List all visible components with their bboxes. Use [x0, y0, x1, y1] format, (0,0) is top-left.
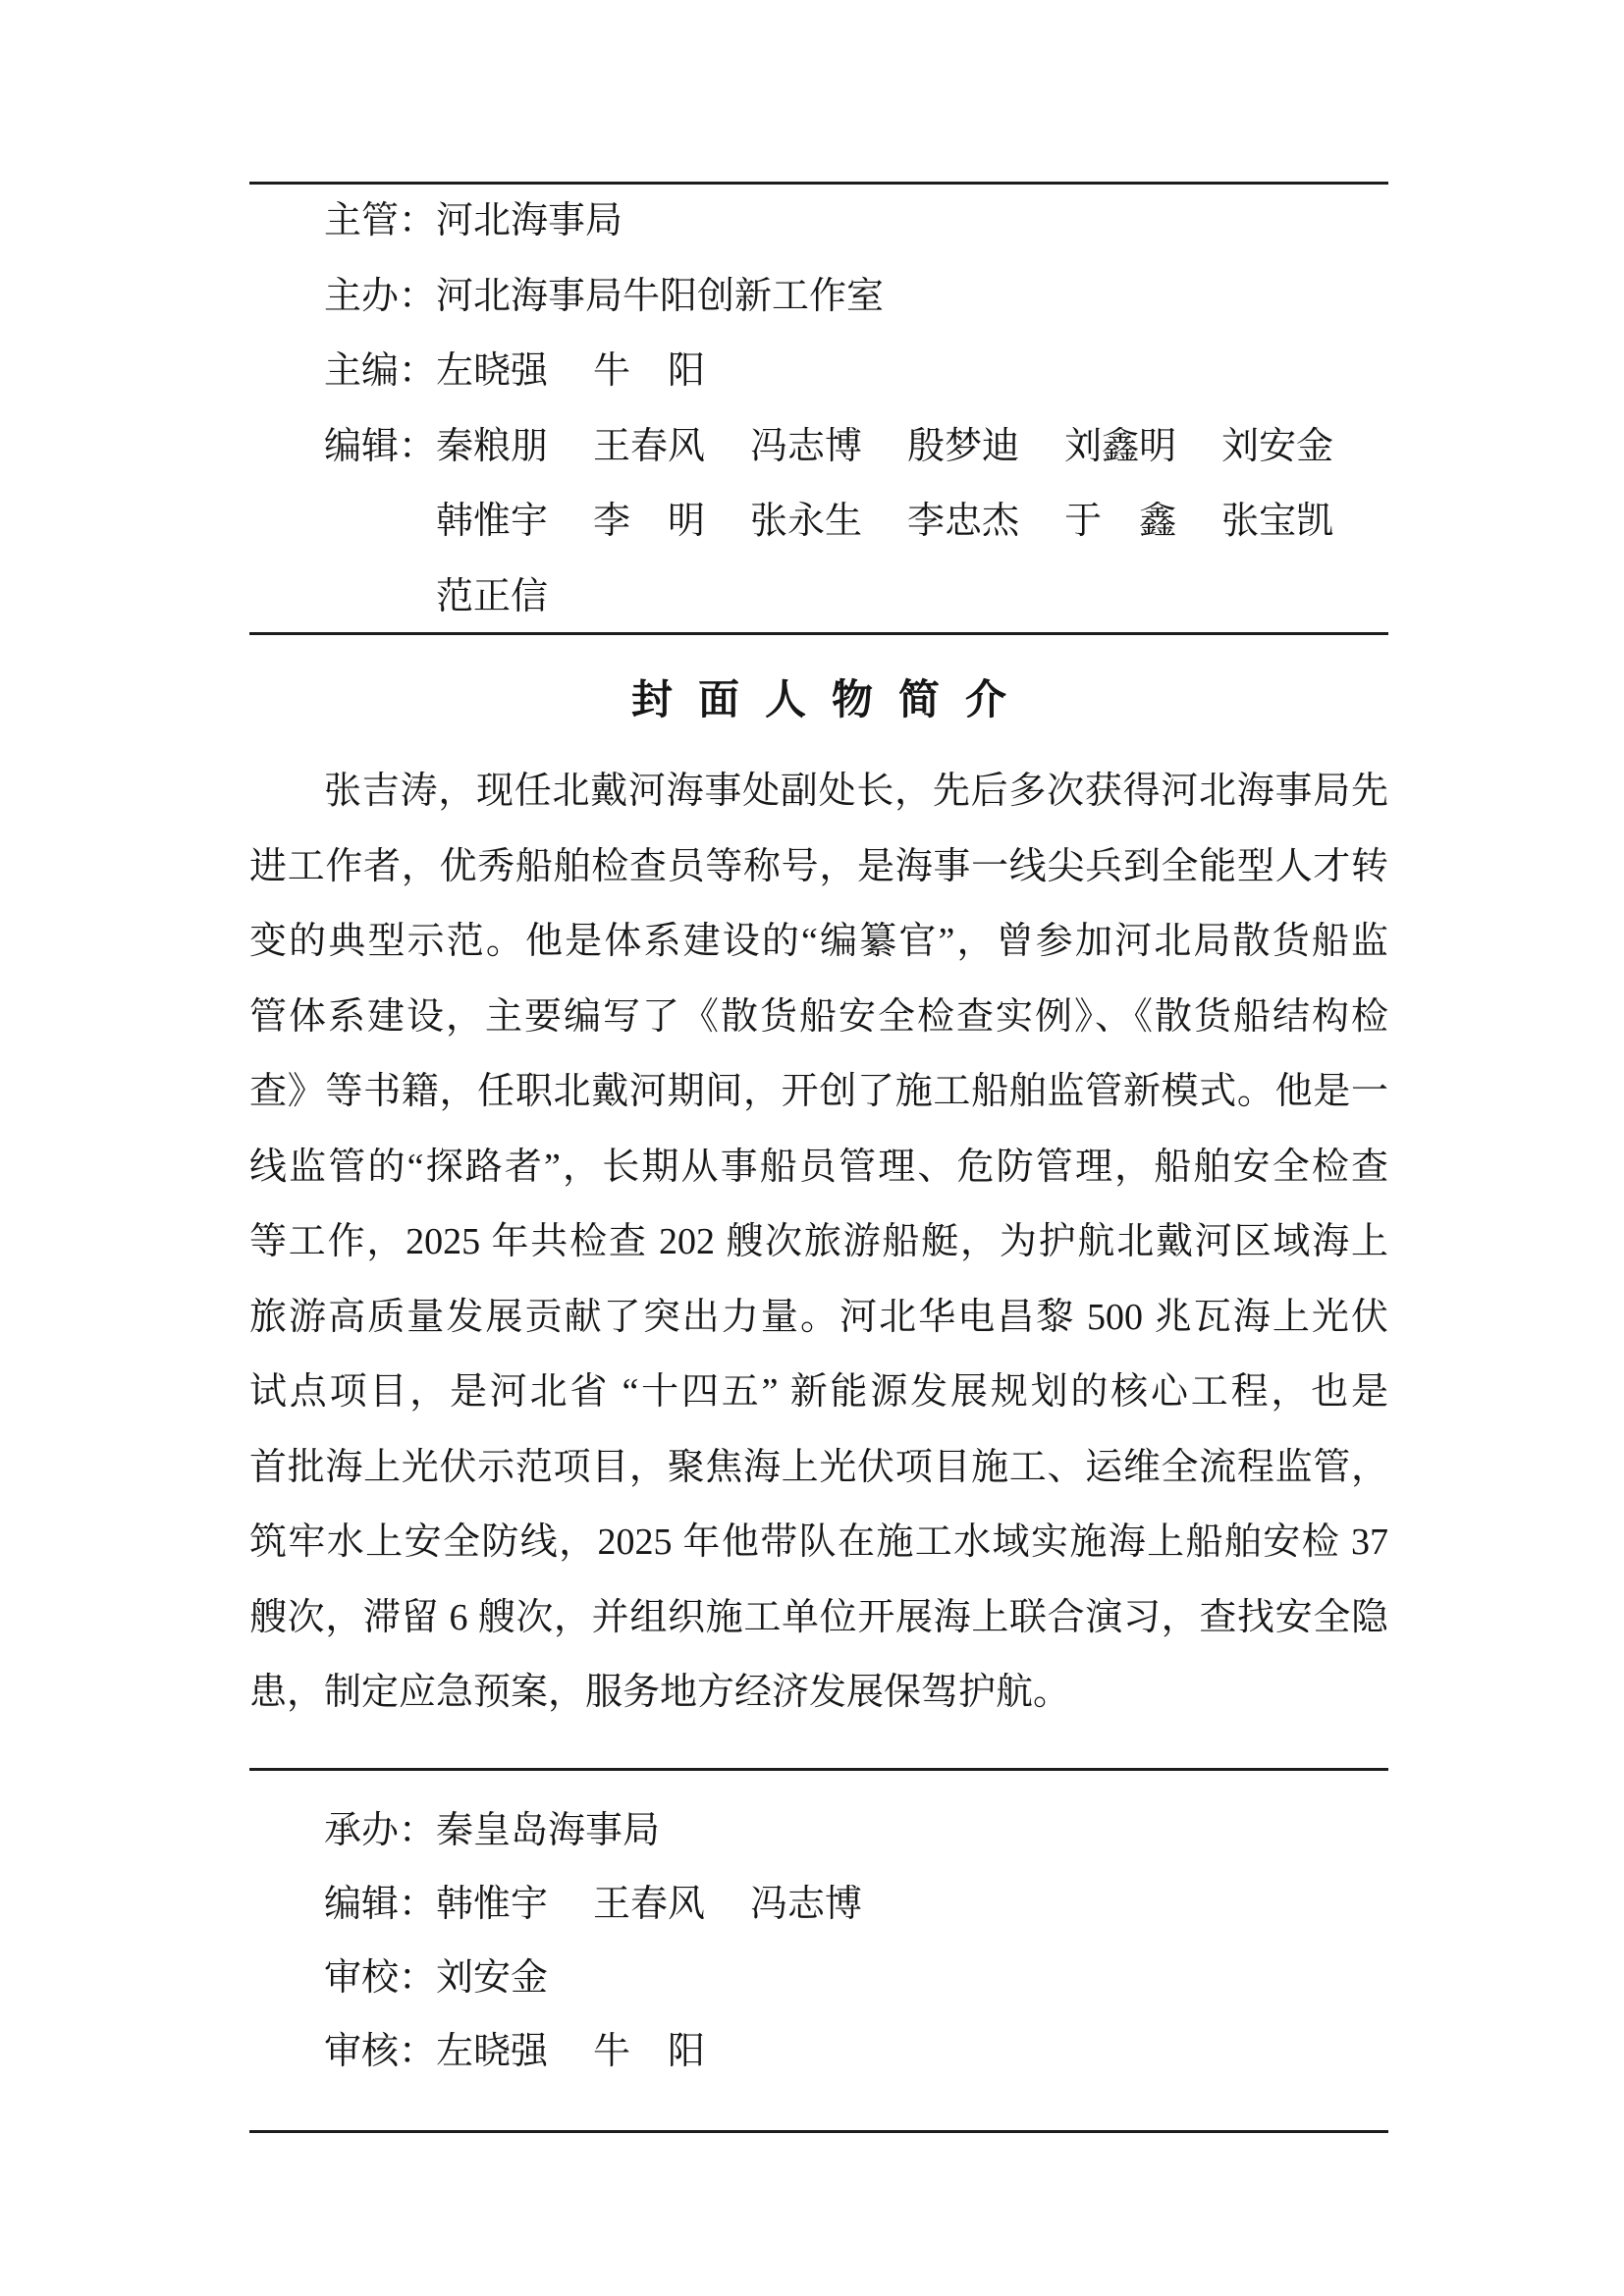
footer-block	[249, 1794, 1388, 2089]
masthead-row-editors-1	[249, 409, 1388, 485]
chief-editor-label: 主编：	[324, 350, 437, 392]
paragraph-line: 首批海上光伏示范项目，聚焦海上光伏项目施工、运维全流程监管，	[249, 1446, 1388, 1488]
paragraph-line: 变的典型示范。他是体系建设的“编纂官”，曾参加河北局散货船监	[249, 921, 1388, 962]
organizer-label: 主办：	[324, 275, 437, 317]
proofreader-label: 审校：	[324, 1957, 437, 1999]
editors-label: 编辑：	[324, 425, 437, 467]
editor-names-row-2	[436, 484, 1333, 560]
paragraph-line: 患，制定应急预案，服务地方经济发展保驾护航。	[249, 1672, 1071, 1713]
paragraph-line: 张吉涛，现任北戴河海事处副处长，先后多次获得河北海事局先	[324, 771, 1388, 812]
person-name: 韩惟宇	[436, 1884, 549, 1925]
supervisor-label: 主管：	[324, 200, 437, 241]
section-title: 封面人物简介	[630, 678, 1032, 723]
masthead-row-editors-3	[249, 560, 1388, 635]
footer-row-proofreader	[249, 1942, 1388, 2015]
person-name: 冯志博	[750, 425, 863, 467]
person-name: 牛 阳	[593, 2031, 706, 2072]
paragraph-line: 查》等书籍，任职北戴河期间，开创了施工船舶监管新模式。他是一	[249, 1071, 1388, 1112]
undertaker-value: 秦皇岛海事局	[436, 1810, 661, 1851]
paragraph-line: 等工作，2025 年共检查 202 艘次旅游船艇，为护航北戴河区域海上	[249, 1221, 1388, 1262]
reviewer-label: 审核：	[324, 2031, 437, 2072]
paragraph-line: 艘次，滞留 6 艘次，并组织施工单位开展海上联合演习，查找安全隐	[249, 1596, 1388, 1638]
person-name: 于 鑫	[1064, 501, 1177, 542]
undertaker-label: 承办：	[324, 1810, 437, 1851]
masthead-row-chief-editor	[249, 334, 1388, 409]
masthead-bottom-rule	[249, 632, 1388, 635]
person-name: 刘鑫明	[1064, 425, 1177, 467]
paragraph-line: 管体系建设，主要编写了《散货船安全检查实例》、《散货船结构检	[249, 995, 1388, 1038]
person-name: 秦粮朋	[436, 425, 549, 467]
person-name: 韩惟宇	[436, 501, 549, 542]
paragraph-line: 线监管的“探路者”，长期从事船员管理、危防管理，船舶安全检查	[249, 1146, 1388, 1188]
reviewer-names	[436, 2015, 705, 2089]
footer-row-editors	[249, 1868, 1388, 1942]
masthead-row-organizer	[249, 259, 1388, 335]
footer-editors-label: 编辑：	[324, 1884, 437, 1925]
footer-row-reviewer	[249, 2015, 1388, 2089]
editor-names-row-3	[436, 560, 548, 635]
person-name: 张宝凯	[1221, 501, 1334, 542]
person-name: 左晓强	[436, 350, 549, 392]
masthead-row-supervisor	[249, 184, 1388, 259]
paragraph-line: 旅游高质量发展贡献了突出力量。河北华电昌黎 500 兆瓦海上光伏	[249, 1296, 1388, 1338]
proofreader-value: 刘安金	[436, 1957, 549, 1999]
person-name: 冯志博	[750, 1884, 863, 1925]
organizer-value: 河北海事局牛阳创新工作室	[436, 275, 885, 317]
footer-row-undertaker	[249, 1794, 1388, 1868]
person-name: 王春风	[593, 1884, 706, 1925]
person-name: 左晓强	[436, 2031, 549, 2072]
paragraph-line: 进工作者，优秀船舶检查员等称号，是海事一线尖兵到全能型人才转	[249, 845, 1388, 887]
chief-editor-names	[436, 334, 705, 409]
bottom-divider-rule	[249, 2130, 1388, 2133]
person-name: 王春风	[593, 425, 706, 467]
paragraph-line: 试点项目，是河北省 “十四五” 新能源发展规划的核心工程，也是	[249, 1371, 1388, 1413]
person-name: 张永生	[750, 501, 863, 542]
person-name: 范正信	[436, 575, 549, 617]
person-name: 殷梦迪	[907, 425, 1020, 467]
person-name: 牛 阳	[593, 350, 706, 392]
cover-person-intro-paragraph	[249, 754, 1388, 1731]
person-name: 刘安金	[1221, 425, 1334, 467]
person-name: 李忠杰	[907, 501, 1020, 542]
masthead-block	[249, 184, 1388, 634]
footer-editor-names	[436, 1868, 862, 1942]
person-name: 李 明	[593, 501, 706, 542]
footer-top-rule	[249, 1768, 1388, 1771]
paragraph-line: 筑牢水上安全防线，2025 年他带队在施工水域实施海上船舶安检 37	[249, 1522, 1388, 1563]
supervisor-value: 河北海事局	[436, 200, 623, 241]
masthead-row-editors-2	[249, 484, 1388, 560]
editor-names-row-1	[436, 409, 1333, 485]
